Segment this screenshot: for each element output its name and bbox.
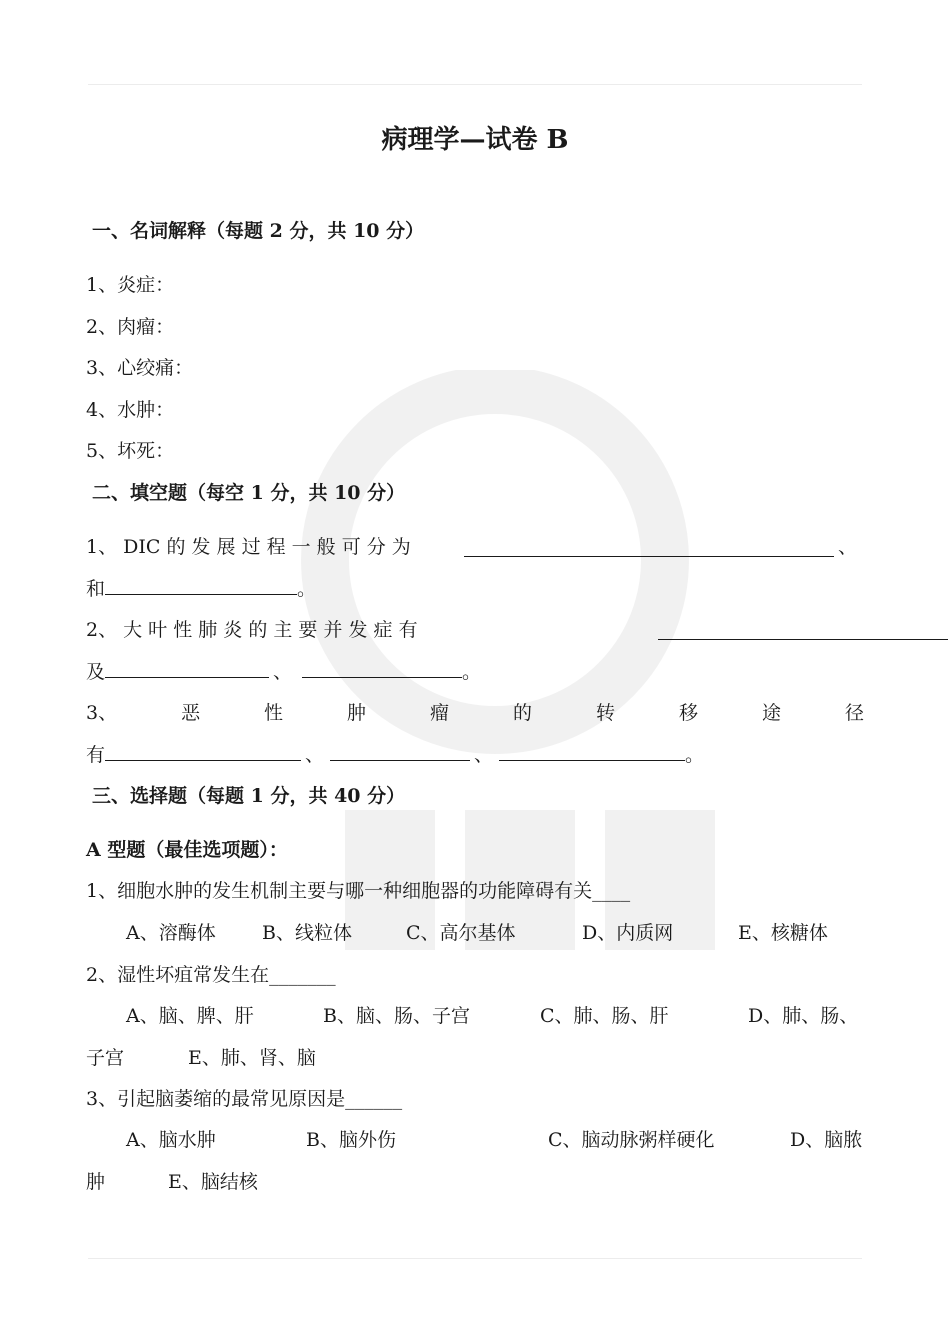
fill-q1-tail: 。 [297, 578, 317, 600]
fill-q3-sep: 、 [305, 744, 325, 766]
fill-q3-prefix: 有 [86, 744, 106, 766]
term-item-5: 5、坏死： [86, 440, 175, 462]
fill-q2-text: 2、 大 叶 性 肺 炎 的 主 要 并 发 症 有 [86, 619, 418, 641]
fill-q3-token: 移 [678, 702, 698, 724]
fill-q2-line2 [86, 658, 481, 686]
top-rule [88, 84, 862, 85]
choice-q2-option-d[interactable]: D、肺、肠、 [748, 1005, 859, 1027]
fill-q2-tail: 。 [462, 661, 482, 683]
choice-q1-option-e[interactable]: E、核糖体 [738, 922, 828, 944]
term-item-1: 1、炎症： [86, 274, 175, 296]
term-item-3: 3、心绞痛： [86, 357, 194, 379]
choice-q2-option-a[interactable]: A、脑、脾、肝 [126, 1005, 254, 1027]
fill-q3-token: 的 [513, 702, 533, 724]
fill-q2-blank-3[interactable] [302, 659, 462, 678]
choice-q2-option-b[interactable]: B、脑、肠、子宫 [323, 1005, 470, 1027]
fill-q1-text: 1、 DIC 的 发 展 过 程 一 般 可 分 为 [86, 536, 411, 558]
choice-q2-option-d-cont[interactable]: 子宫 [86, 1047, 125, 1069]
choice-q3-option-c[interactable]: C、脑动脉粥样硬化 [548, 1129, 715, 1151]
choice-q1-option-a[interactable]: A、溶酶体 [126, 922, 216, 944]
fill-q3-token: 瘤 [430, 702, 450, 724]
choice-q3-stem: 3、引起脑萎缩的最常见原因是______ [86, 1088, 403, 1110]
fill-q3-token: 途 [761, 702, 781, 724]
choice-q3-option-d[interactable]: D、脑脓 [790, 1129, 863, 1151]
fill-q1-blank-1[interactable] [464, 538, 834, 557]
choice-q3-option-a[interactable]: A、脑水肿 [126, 1129, 216, 1151]
page-title: 病理学—试卷 B [381, 125, 569, 155]
fill-q3-blank-2[interactable] [330, 742, 470, 761]
fill-q3-sep: 、 [474, 744, 494, 766]
choice-q1-stem: 1、细胞水肿的发生机制主要与哪一种细胞器的功能障碍有关____ [86, 880, 631, 902]
section-2-heading: 二、填空题（每空 1 分，共 10 分） [92, 482, 406, 504]
fill-q3-token: 径 [844, 702, 864, 724]
fill-q2-blank-1[interactable] [658, 621, 948, 640]
fill-q3-token: 肿 [347, 702, 367, 724]
choice-q2-option-e[interactable]: E、肺、肾、脑 [188, 1047, 316, 1069]
choice-q1-option-b[interactable]: B、线粒体 [262, 922, 352, 944]
fill-q3-line2 [86, 741, 704, 769]
fill-q1-line2 [86, 575, 316, 603]
choice-q1-option-d[interactable]: D、内质网 [582, 922, 674, 944]
fill-q2-prefix: 及 [86, 661, 106, 683]
fill-q1-sep: 、 [838, 536, 858, 558]
fill-q3-token: 转 [595, 702, 615, 724]
choice-q3-option-d-cont[interactable]: 肿 [86, 1171, 106, 1193]
fill-q2-sep: 、 [273, 661, 293, 683]
fill-q3-token: 性 [264, 702, 284, 724]
bottom-rule [88, 1258, 862, 1259]
fill-q3-token: 恶 [181, 702, 201, 724]
term-item-4: 4、水肿： [86, 399, 175, 421]
section-3-subheading: A 型题（最佳选项题）： [86, 839, 288, 861]
choice-q3-option-e[interactable]: E、脑结核 [168, 1171, 258, 1193]
term-item-2: 2、肉瘤： [86, 316, 175, 338]
fill-q3-blank-3[interactable] [499, 742, 685, 761]
fill-q2-line1 [86, 616, 418, 644]
section-1-heading: 一、名词解释（每题 2 分，共 10 分） [92, 220, 425, 242]
choice-q3-option-b[interactable]: B、脑外伤 [306, 1129, 396, 1151]
fill-q3-tail: 。 [685, 744, 705, 766]
fill-q3-blank-1[interactable] [105, 742, 301, 761]
fill-q3-line1 [86, 699, 864, 727]
fill-q1-line1 [86, 533, 411, 561]
fill-q1-prefix: 和 [86, 578, 106, 600]
section-3-heading: 三、选择题（每题 1 分，共 40 分） [92, 785, 406, 807]
fill-q1-blank-2[interactable] [105, 576, 297, 595]
fill-q2-blank-2[interactable] [105, 659, 269, 678]
choice-q2-stem: 2、湿性坏疽常发生在_______ [86, 964, 336, 986]
fill-q3-token: 3、 [86, 702, 118, 724]
choice-q1-option-c[interactable]: C、高尔基体 [406, 922, 516, 944]
choice-q2-option-c[interactable]: C、肺、肠、肝 [540, 1005, 669, 1027]
